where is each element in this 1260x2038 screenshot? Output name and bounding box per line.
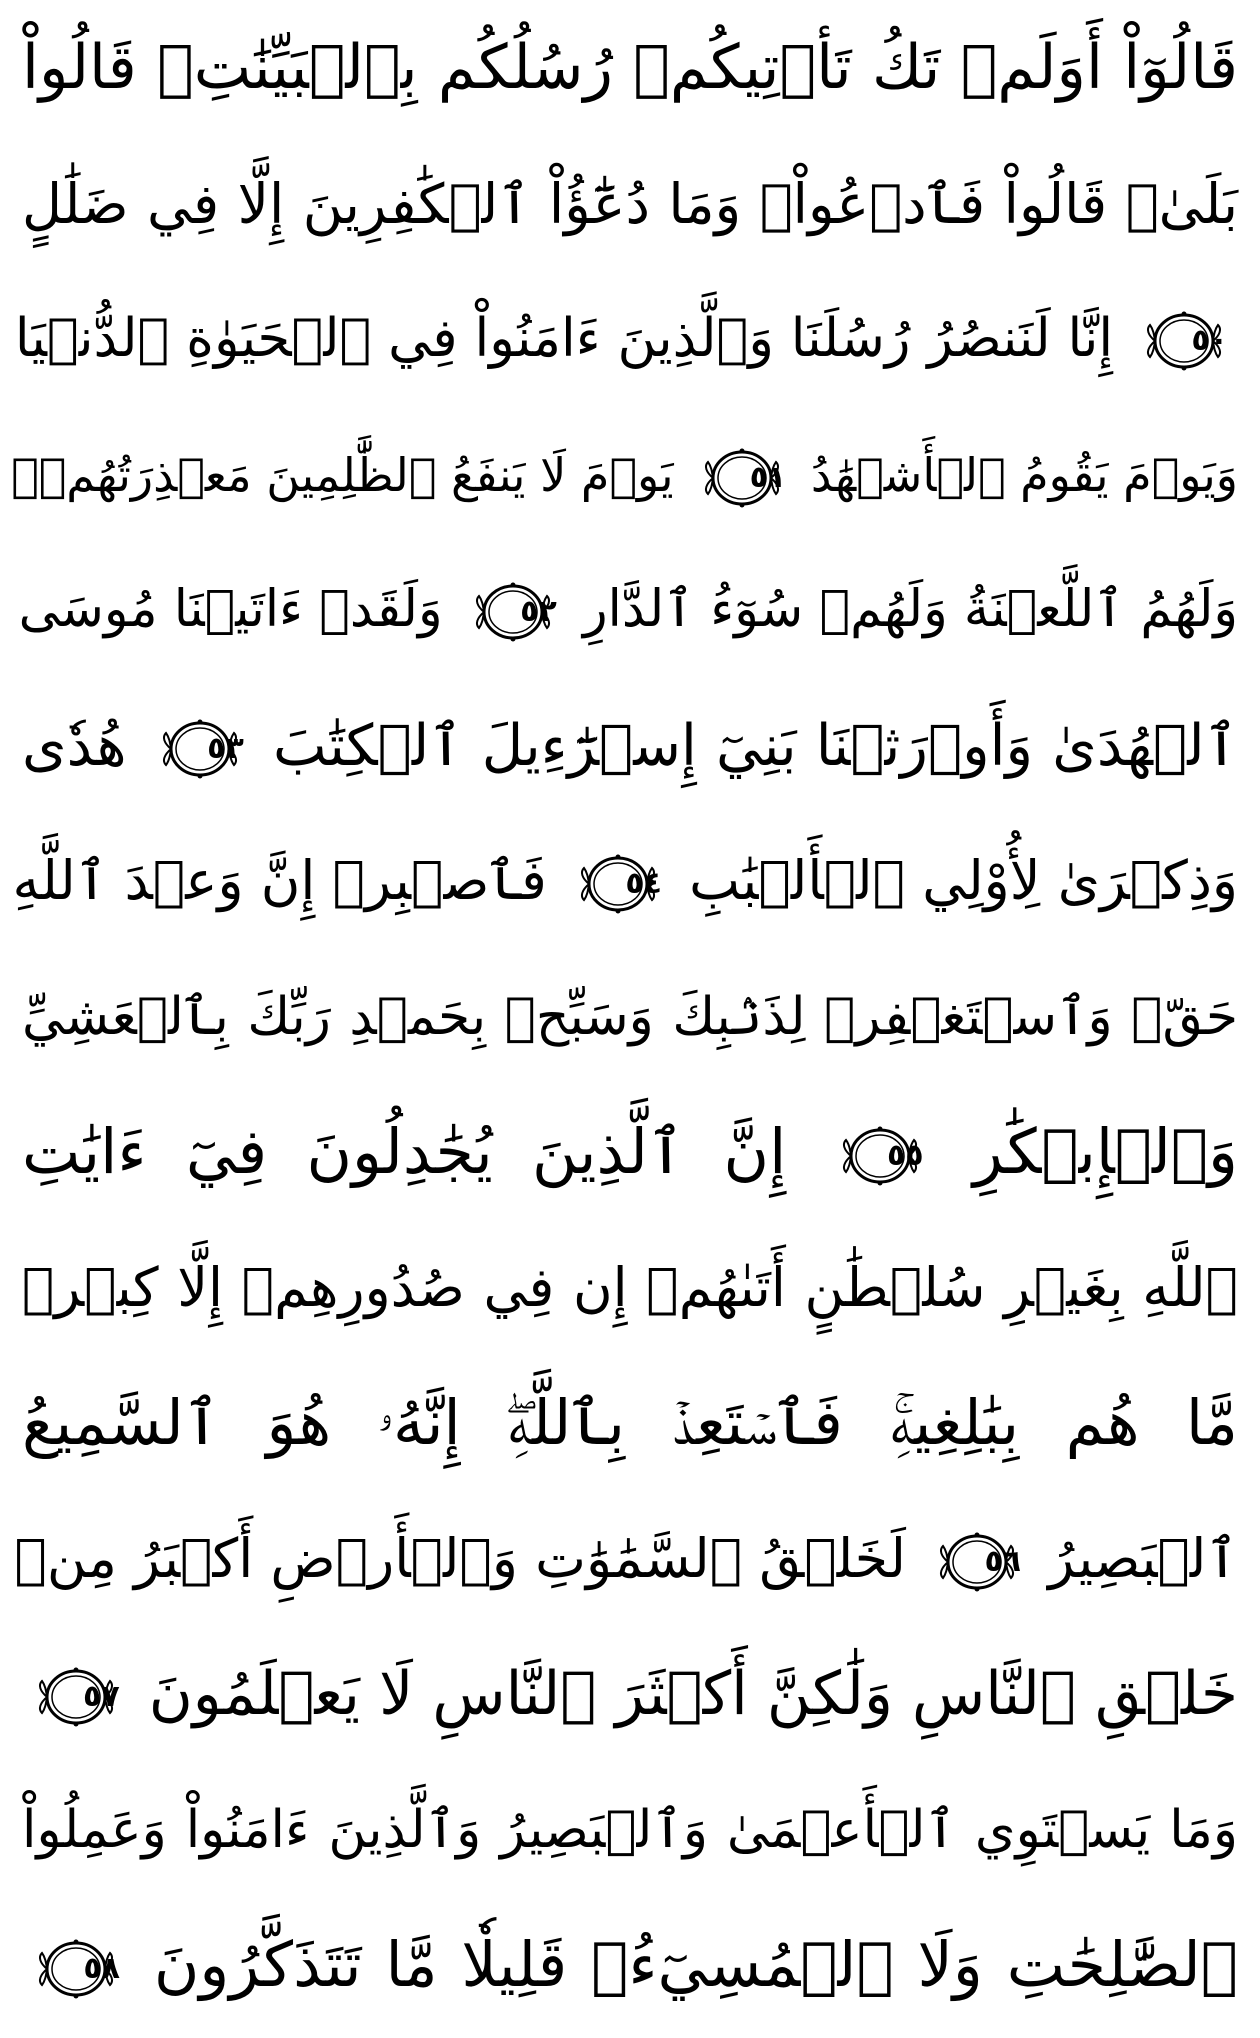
ayah-end-marker [32,1665,120,1729]
ayah-end-marker [469,580,557,644]
verse-text: حَقّٞ وَٱسۡتَغۡفِرۡ لِذَنۢبِكَ وَسَبِّحۡ بِحَمۡدِ رَبِّكَ بِٱلۡعَشِيِّ [22,986,1238,1047]
verse-text: فَٱصۡبِرۡ إِنَّ وَعۡدَ ٱللَّهِ [12,849,547,912]
verse-text: وَيَوۡمَ يَقُومُ ٱلۡأَشۡهَٰدُ [810,447,1238,502]
verse-text: ٱلۡبَصِيرُ [1048,1526,1238,1590]
verse-text: قَالُوٓاْ أَوَلَمۡ تَكُ تَأۡتِيكُمۡ رُسُلُكُم بِٱلۡبَيِّنَٰتِۖ قَالُواْ [22,32,1238,103]
verse-line [14,279,1238,399]
verse-text: ٱلۡهُدَىٰ وَأَوۡرَثۡنَا بَنِيٓ إِسۡرَٰٓءِيلَ ٱلۡكِتَٰبَ [272,712,1238,779]
verse-line [22,1634,1238,1754]
verse-text: وَمَا يَسۡتَوِي ٱلۡأَعۡمَىٰ وَٱلۡبَصِيرُ وَٱلَّذِينَ ءَامَنُواْ وَعَمِلُواْ [22,1799,1238,1860]
ayah-number: ٥٥ [887,1137,924,1173]
ayah-number: ٥١ [749,460,787,495]
verse-line [11,415,1238,535]
verse-line [22,957,1238,1077]
ayah-number: ٥٦ [984,1543,1022,1579]
ayah-end-marker [32,1937,120,2001]
verse-text: هُدٗى [22,712,127,779]
verse-text: لَخَلۡقُ ٱلسَّمَٰوَٰتِ وَٱلۡأَرۡضِ أَكۡبَرُ مِنۡ [14,1526,906,1590]
verse-text: بَلَىٰۚ قَالُواْ فَٱدۡعُواْۗ وَمَا دُعَٰٓؤُاْ ٱلۡكَٰفِرِينَ إِلَّا فِي ضَلَٰلٍ [22,171,1238,236]
ayah-end-marker [156,717,244,781]
verse-text: ٱلصَّٰلِحَٰتِ وَلَا ٱلۡمُسِيٓءُۚ قَلِيلٗا مَّا تَتَذَكَّرُونَ [153,1928,1238,2001]
ayah-end-marker [1140,309,1228,373]
ayah-end-marker [836,1124,924,1188]
ayah-number: ٥٧ [83,1679,120,1715]
ayah-number: ٥٢ [520,594,557,629]
verse-line [22,144,1238,264]
verse-line [14,1499,1238,1619]
verse-text: وَٱلۡإِبۡكَٰرِ [972,1115,1238,1188]
verse-line [22,8,1238,128]
verse-text: وَلَقَدۡ ءَاتَيۡنَا مُوسَى [18,580,443,639]
verse-line [12,821,1238,941]
verse-text: مَّا هُم بِبَٰلِغِيهِۚ فَٱسۡتَعِذۡ بِٱللَّهِۖ إِنَّهُۥ هُوَ ٱلسَّمِيعُ [22,1386,1238,1459]
verse-line [22,1363,1238,1483]
ayah-number: ٥٠ [1191,323,1228,359]
verse-line [22,1905,1238,2025]
verse-line [22,1228,1238,1348]
ayah-end-marker [574,852,662,916]
verse-text: وَذِكۡرَىٰ لِأُوْلِي ٱلۡأَلۡبَٰبِ [689,849,1238,912]
verse-text: وَلَهُمُ ٱللَّعۡنَةُ وَلَهُمۡ سُوٓءُ ٱلدَّارِ [583,580,1238,639]
verse-text: يَوۡمَ لَا يَنفَعُ ٱلظَّٰلِمِينَ مَعۡذِرَتُهُمۡۖ [11,447,674,502]
verse-text: إِنَّ ٱلَّذِينَ يُجَٰدِلُونَ فِيٓ ءَايَٰتِ [22,1115,787,1188]
ayah-end-marker [698,446,786,510]
verse-text: إِنَّا لَنَنصُرُ رُسُلَنَا وَٱلَّذِينَ ءَامَنُواْ فِي ٱلۡحَيَوٰةِ ٱلدُّنۡيَا [14,308,1114,369]
verse-line [22,686,1238,806]
verse-line [22,1770,1238,1890]
verse-line [18,550,1238,670]
ayah-number: ٥٣ [207,730,244,766]
verse-line [22,1092,1238,1212]
ayah-end-marker [933,1530,1021,1594]
verse-text: ٱللَّهِ بِغَيۡرِ سُلۡطَٰنٍ أَتَىٰهُمۡ إِن فِي صُدُورِهِمۡ إِلَّا كِبۡرٞ [22,1255,1238,1319]
ayah-number: ٥٤ [625,866,662,902]
verse-text: خَلۡقِ ٱلنَّاسِ وَلَٰكِنَّ أَكۡثَرَ ٱلنَّاسِ لَا يَعۡلَمُونَ [148,1659,1238,1729]
ayah-number: ٥٨ [83,1950,120,1986]
